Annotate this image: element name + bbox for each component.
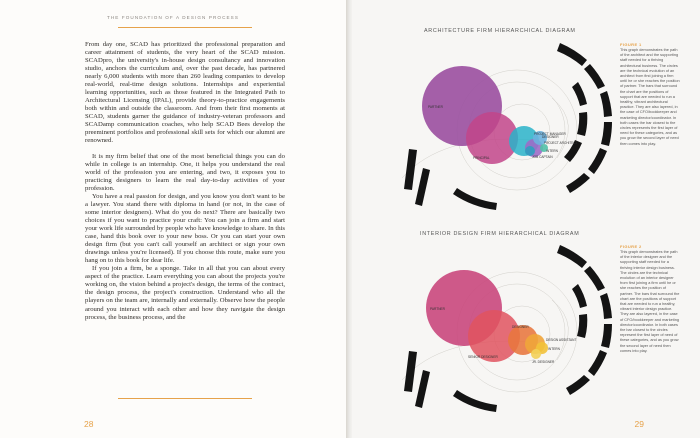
paragraph: It is my firm belief that one of the most beneficial things you can do while in college is an internship. One, it helps you understand the real world of the profession you are entering, and two, it exposes you to practicing designers to learn the real day-to-day activities of your profession. <box>85 153 285 193</box>
circle-label: DESIGNER <box>512 325 529 329</box>
circle-label: SENIOR DESIGNER <box>468 355 498 359</box>
support-bar <box>600 293 612 319</box>
diagram-title: ARCHITECTURE FIRM HIERARCHICAL DIAGRAM <box>424 28 576 34</box>
architecture-firm-diagram <box>382 38 618 218</box>
support-bar <box>566 173 590 193</box>
left-page <box>0 0 346 438</box>
paragraph: You have a real passion for design, and you know you don't want to be a lawyer. You stand there with diploma in hand (or not, in the case of some interior designers). What do you do next? There are basically two choices if you want to practice your craft: You can join a firm and start your work life surrounded by people who have knowledge to share. In this case, hand this book over to your new boss. Or you can start your own design firm (but you can't call yourself an architect or sign your own drawings unless you're licensed). If you choose this route, make sure you hang on to this book for dear life. <box>85 193 285 265</box>
support-bar <box>577 112 587 136</box>
support-bar <box>600 91 612 117</box>
support-bar <box>577 314 587 338</box>
circle-label: DESIGNER <box>542 135 559 139</box>
support-bar <box>566 375 590 395</box>
figure-caption: This graph demonstrates the path of the architect and the supporting staff needed for a thriving architectural business. The circles are the technical evolution of an architect from first joining a firm until he or she reaches the position of partner. The bars that surround the chart are the positions of support that are needed to run a healthy, vibrant architectural practice. They are also layered, in the case of CFO/bookkeeper and marketing director/coordinator. In both cases the bar closest to the circles represents the first layer of need for these categories, and as you grow the second layer of need then comes into play. <box>620 48 680 146</box>
support-bar <box>415 370 430 408</box>
paragraph: If you join a firm, be a sponge. Take in all that you can about every aspect of the practice. Learn everything you can about the projects you're working on, the vision behind a project's design, the terms of the contract, the design process, the project's construction. Understand who all the players on the team are, internally and externally. Observe how the people around you interact with each other and how they navigate the design process, the business process, and the <box>85 265 285 321</box>
running-head: THE FOUNDATION OF A DESIGN PROCESS <box>106 15 239 20</box>
support-bar <box>601 324 612 348</box>
support-bar <box>415 168 430 206</box>
bottom-rule <box>118 398 252 399</box>
support-bar <box>557 245 587 268</box>
support-bar <box>588 350 607 376</box>
support-bar <box>404 351 417 392</box>
support-bar <box>584 64 605 89</box>
body-text <box>85 41 285 322</box>
support-bar <box>572 284 587 308</box>
support-bar <box>404 149 417 190</box>
circle-label: PARTNER <box>430 307 445 311</box>
page-number: 29 <box>634 419 644 429</box>
circle-label: INTERN <box>546 149 558 153</box>
top-rule <box>118 27 252 28</box>
circle-label: DESIGN ASSISTANT <box>546 338 577 342</box>
page-number: 28 <box>84 419 94 429</box>
circle-label: JR. DESIGNER <box>532 360 555 364</box>
paragraph: From day one, SCAD has prioritized the professional preparation and career attainment of students, the very heart of the SCAD mission. SCADpro, the university's in-house design consultancy and innovation studio, anchors the curriculum and, over the past decade, has partnered nearly 6,000 students with more than 260 leading companies to develop real-world, real-time design solutions. Internships and experiential learning opportunities, such as those featured in the Integrated Path to Architectural Licensing (IPAL), provide theory-to-practice engagements both within and outside the classroom. And from their first moments at SCAD, students garner the guidance of industry-veteran professors and SCADamp communication coaches, who help SCAD Bees develop the preeminent portfolios and professional skill sets for which our alumni are renowned. <box>85 41 285 145</box>
support-bar <box>557 43 587 66</box>
support-bar <box>453 188 497 210</box>
diagram-title: INTERIOR DESIGN FIRM HIERARCHICAL DIAGRAM <box>420 231 580 237</box>
interior-design-firm-diagram <box>382 240 618 420</box>
figure-label: FIGURE 2 <box>620 244 642 249</box>
circle-label: PRINCIPAL <box>473 156 490 160</box>
right-page <box>352 0 700 438</box>
circle-label: JOB CAPTAIN <box>532 155 553 159</box>
figure-caption: This graph demonstrates the path of the interior designer and the supporting staff needed for a thriving interior design business. The circles are the technical evolution of an interior designer from first joining a firm until he or she reaches the position of partner. The bars that surround the chart are the positions of support that are needed to run a healthy, vibrant interior design practice. They are also layered, in the case of CFO/bookkeeper and marketing director/coordinator. In both cases the bar closest to the circles represent the first layer of need of these categories, and as you grow the second layer of need then comes into play. <box>620 250 680 353</box>
support-bar <box>584 266 605 291</box>
circle-label: PROJECT ARCHITECT <box>544 141 578 145</box>
circle-label: INTERN <box>548 347 560 351</box>
figure-label: FIGURE 1 <box>620 42 642 47</box>
jr-designer-circle <box>531 349 541 359</box>
circle-label: PARTNER <box>428 105 443 109</box>
circle-label: PROJECT MANAGER <box>534 132 566 136</box>
support-bar <box>588 148 607 174</box>
support-bar <box>453 390 497 412</box>
support-bar <box>572 82 587 106</box>
support-bar <box>601 122 612 146</box>
